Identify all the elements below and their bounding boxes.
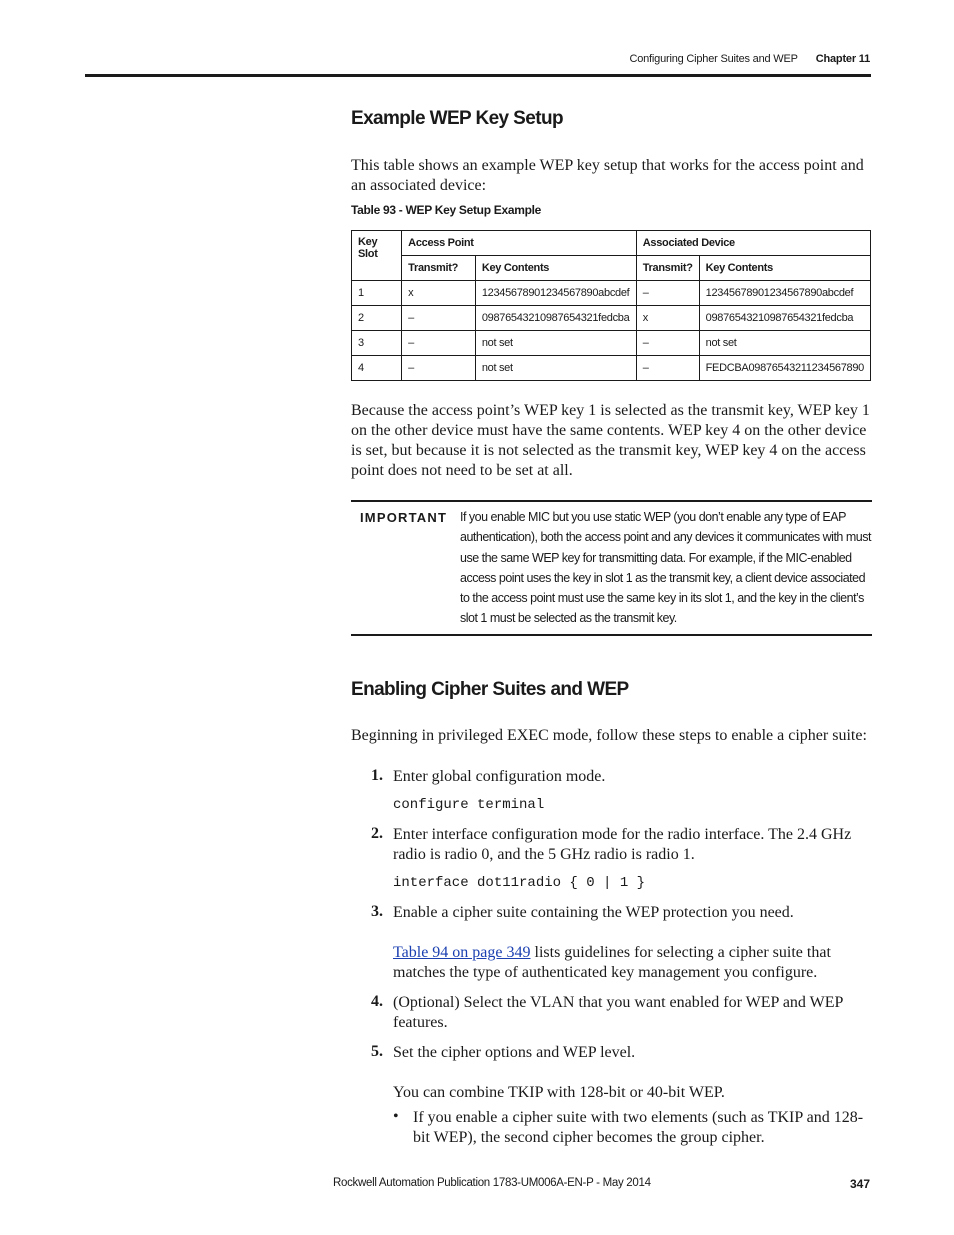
cell-ap-key: not set bbox=[475, 331, 636, 356]
header-ap-transmit: Transmit? bbox=[402, 256, 476, 281]
cell-slot: 3 bbox=[352, 331, 402, 356]
table-row bbox=[352, 356, 871, 381]
important-top-rule bbox=[351, 500, 872, 502]
header-dev-transmit: Transmit? bbox=[636, 256, 699, 281]
bullet-text: If you enable a cipher suite with two elements (such as TKIP and 128-bit WEP), the second cipher becomes the group cipher. bbox=[413, 1109, 864, 1146]
step-number: 5. bbox=[371, 1043, 383, 1060]
step-note: You can combine TKIP with 128-bit or 40-bit WEP. bbox=[393, 1084, 725, 1101]
header-ap-key-contents: Key Contents bbox=[475, 256, 636, 281]
cell-dev-key: FEDCBA09876543211234567890 bbox=[699, 356, 870, 381]
step-detail bbox=[393, 943, 871, 983]
footer-page-number: 347 bbox=[849, 1177, 870, 1191]
cell-slot: 4 bbox=[352, 356, 402, 381]
cell-dev-key: 12345678901234567890abcdef bbox=[699, 281, 870, 306]
important-label: IMPORTANT bbox=[360, 510, 448, 525]
step-text: (Optional) Select the VLAN that you want enabled for WEP and WEP features. bbox=[393, 994, 843, 1031]
header-access-point: Access Point bbox=[402, 231, 637, 256]
table-caption: Table 93 - WEP Key Setup Example bbox=[351, 203, 542, 217]
header-section: Configuring Cipher Suites and WEP bbox=[629, 53, 798, 65]
section1-intro: This table shows an example WEP key setup that works for the access point and an associated device: bbox=[351, 157, 864, 194]
cell-ap-transmit: x bbox=[402, 281, 476, 306]
header-dev-key-contents: Key Contents bbox=[699, 256, 870, 281]
header-key-slot: Key Slot bbox=[352, 231, 402, 281]
table-row bbox=[352, 331, 871, 356]
cell-dev-transmit: – bbox=[636, 331, 699, 356]
section-title-wep-key-setup: Example WEP Key Setup bbox=[351, 108, 563, 129]
cell-dev-transmit: – bbox=[636, 356, 699, 381]
section2-intro: Beginning in privileged EXEC mode, follow these steps to enable a cipher suite: bbox=[351, 727, 867, 744]
step-number: 2. bbox=[371, 825, 383, 842]
header-rule bbox=[85, 74, 871, 77]
cell-ap-key: 12345678901234567890abcdef bbox=[475, 281, 636, 306]
step-text: Set the cipher options and WEP level. bbox=[393, 1044, 636, 1061]
cell-ap-transmit: – bbox=[402, 331, 476, 356]
cell-dev-transmit: – bbox=[636, 281, 699, 306]
cell-slot: 2 bbox=[352, 306, 402, 331]
cell-dev-key: not set bbox=[699, 331, 870, 356]
table-row bbox=[352, 281, 871, 306]
cell-slot: 1 bbox=[352, 281, 402, 306]
step-detail-text: lists guidelines for selecting a cipher suite that matches the type of authenticated key management you configure. bbox=[393, 944, 831, 981]
step-text: Enter global configuration mode. bbox=[393, 768, 606, 785]
header-chapter: Chapter 11 bbox=[815, 53, 870, 65]
step-text: Enable a cipher suite containing the WEP protection you need. bbox=[393, 904, 794, 921]
code-command: interface dot11radio { 0 | 1 } bbox=[393, 875, 646, 891]
step-number: 4. bbox=[371, 993, 383, 1010]
step-number: 1. bbox=[371, 767, 383, 784]
cell-ap-transmit: – bbox=[402, 356, 476, 381]
cell-ap-key: 09876543210987654321fedcba bbox=[475, 306, 636, 331]
cell-dev-transmit: x bbox=[636, 306, 699, 331]
wep-key-table bbox=[351, 230, 871, 381]
cell-dev-key: 09876543210987654321fedcba bbox=[699, 306, 870, 331]
cell-ap-key: not set bbox=[475, 356, 636, 381]
footer-publication: Rockwell Automation Publication 1783-UM006A-EN-P - May 2014 bbox=[333, 1177, 651, 1189]
running-header bbox=[629, 53, 870, 65]
section-title-enabling-cipher: Enabling Cipher Suites and WEP bbox=[351, 679, 629, 700]
step-text: Enter interface configuration mode for the radio interface. The 2.4 GHz radio is radio 0, and the 5 GHz radio is radio 1. bbox=[393, 826, 852, 863]
table-94-link[interactable]: Table 94 on page 349 bbox=[393, 944, 531, 961]
important-text: If you enable MIC but you use static WEP (you don’t enable any type of EAP authentication), both the access point and any devices it communicates with must use the same WEP key for transmitting data. For example, if the MIC-enabled access point uses the key in slot 1 as the transmit key, a client device associated to the access point must use the same key in its slot 1, and the key in the client’s slot 1 must be selected as the transmit key. bbox=[460, 510, 871, 626]
code-command: configure terminal bbox=[393, 797, 545, 813]
important-bottom-rule bbox=[351, 634, 872, 636]
bullet-dot: • bbox=[393, 1108, 399, 1125]
section1-explanation: Because the access point’s WEP key 1 is selected as the transmit key, WEP key 1 on the other device must have the same contents. WEP key 4 on the other device is set, but because it is not selected as the transmit key, WEP key 4 on the access point does not need to be set at all. bbox=[351, 402, 870, 479]
step-number: 3. bbox=[371, 903, 383, 920]
header-associated-device: Associated Device bbox=[636, 231, 870, 256]
table-row bbox=[352, 306, 871, 331]
cell-ap-transmit: – bbox=[402, 306, 476, 331]
